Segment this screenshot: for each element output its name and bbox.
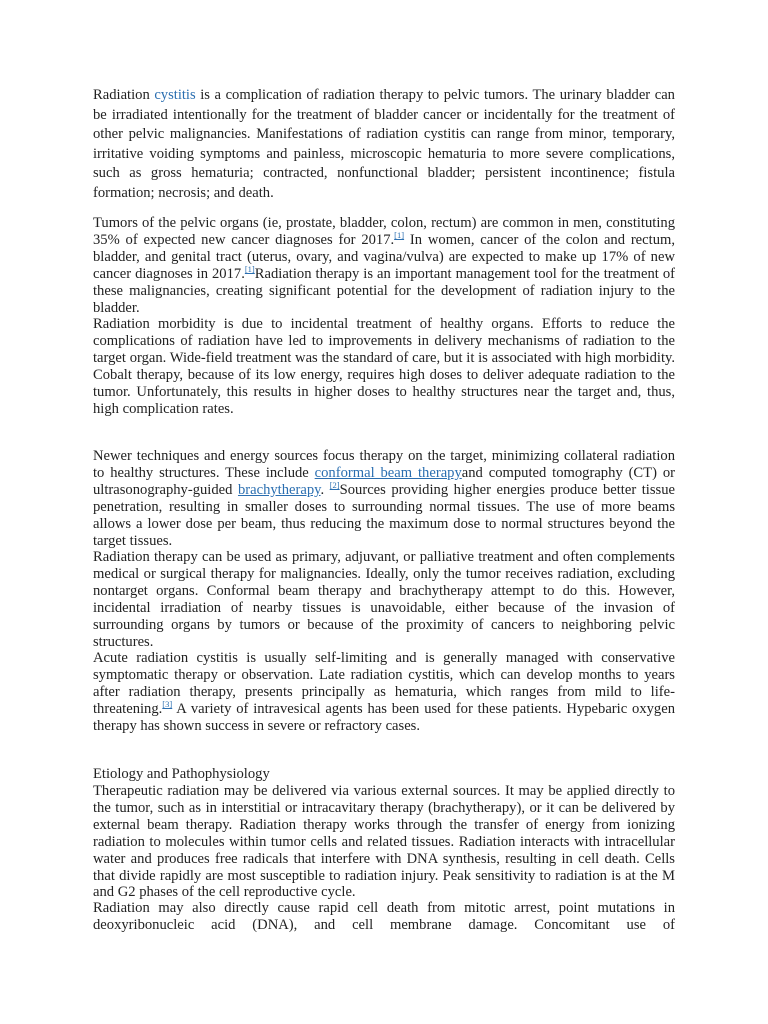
newer-techniques-paragraph bbox=[93, 448, 675, 549]
brachytherapy-link[interactable]: brachytherapy bbox=[237, 481, 321, 498]
pelvic-tumors-text-3: Radiation therapy is an important management tool for the treatment of these malignancies, creating significant potential for the development of radiation injury to the bladder. bbox=[93, 265, 675, 316]
newer-techniques-text-3: . bbox=[320, 481, 330, 498]
reference-1b-superscript bbox=[245, 264, 255, 274]
reference-3-link[interactable]: [3] bbox=[162, 698, 173, 709]
cystitis-link[interactable]: cystitis bbox=[154, 87, 196, 103]
acute-cystitis-text-2: A variety of intravesical agents has been used for these patients. Hypebaric oxygen therapy has shown success in severe or refractory cases. bbox=[93, 700, 675, 734]
acute-cystitis-paragraph bbox=[93, 650, 675, 735]
reference-2-link[interactable]: [2] bbox=[329, 479, 340, 490]
newer-techniques-text-2: and computed tomography (CT) or ultrasonography-guided bbox=[93, 464, 675, 498]
newer-techniques-text-1: Newer techniques and energy sources focus therapy on the target, minimizing collateral radiation to healthy structures. These include bbox=[93, 448, 675, 481]
pelvic-tumors-paragraph bbox=[93, 215, 675, 316]
reference-2-superscript bbox=[330, 480, 340, 490]
direct-damage-paragraph: Radiation may also directly cause rapid cell death from mitotic arrest, point mutations in deoxyribonucleic acid (DNA), and cell membrane damage. Concomitant use of bbox=[93, 900, 675, 933]
pelvic-tumors-text-2: In women, cancer of the colon and rectum, bladder, and genital tract (uterus, ovary, and vagina/vulva) are expected to make up 17% of new cancer diagnoses in 2017. bbox=[93, 231, 675, 282]
reference-3-superscript bbox=[162, 699, 172, 709]
pelvic-tumors-text-1: Tumors of the pelvic organs (ie, prostate, bladder, colon, rectum) are common in men, constituting 35% of expected new cancer diagnoses for 2017. bbox=[93, 215, 675, 248]
section-heading-etiology: Etiology and Pathophysiology bbox=[93, 766, 270, 782]
reference-1b-link[interactable]: [1] bbox=[244, 263, 255, 274]
intro-text-rest: is a complication of radiation therapy to pelvic tumors. The urinary bladder can be irradiated intentionally for the treatment of bladder cancer or incidentally for the treatment of other pelvic malignancies. Manifestations of radiation cystitis can range from minor, temporary, irritative voiding symptoms and painless, microscopic hematuria to more severe complications, such as gross hematuria; contracted, nonfunctional bladder; persistent incontinence; fistula formation; necrosis; and death. bbox=[93, 87, 675, 201]
intro-text-start: Radiation bbox=[93, 87, 155, 103]
conformal-beam-therapy-link[interactable]: conformal beam therapy bbox=[314, 464, 462, 481]
reference-1-superscript bbox=[394, 230, 404, 240]
radiation-therapy-uses-paragraph: Radiation therapy can be used as primary, adjuvant, or palliative treatment and often complements medical or surgical therapy for malignancies. Ideally, only the tumor receives radiation, excluding nontarget organs. Conformal beam therapy and brachytherapy attempt to do this. However, incidental irradiation of nearby tissues is unavoidable, either because of the invasion of surrounding organs by tumors or because of the proximity of cancers to neighboring pelvic structures. bbox=[93, 549, 675, 650]
etiology-paragraph: Therapeutic radiation may be delivered via various external sources. It may be applied directly to the tumor, such as in interstitial or intracavitary therapy (brachytherapy), or it can be delivered by external beam therapy. Radiation therapy works through the transfer of energy from ionizing radiation to molecules within tumor cells and related tissues. Radiation interacts with intracellular water and produces free radicals that interfere with DNA synthesis, resulting in cell death. Cells that divide rapidly are most susceptible to radiation injury. Peak sensitivity to radiation is at the M and G2 phases of the cell reproductive cycle. bbox=[93, 783, 675, 901]
reference-1-link[interactable]: [1] bbox=[394, 229, 405, 240]
intro-paragraph bbox=[93, 86, 675, 203]
radiation-morbidity-paragraph: Radiation morbidity is due to incidental treatment of healthy organs. Efforts to reduce the complications of radiation have led to improvements in delivery mechanisms of radiation to the target organ. Wide-field treatment was the standard of care, but it is associated with high morbidity. Cobalt therapy, because of its low energy, requires high doses to deliver adequate radiation to the tumor. Unfortunately, this results in higher doses to healthy structures near the target and, thus, high complication rates. bbox=[93, 316, 675, 417]
newer-techniques-text-4: Sources providing higher energies produce better tissue penetration, resulting in smaller doses to surrounding normal tissues. The use of more beams allows a lower dose per beam, thus reducing the maximum dose to normal structures beyond the target tissues. bbox=[93, 481, 675, 549]
acute-cystitis-text-1: Acute radiation cystitis is usually self-limiting and is generally managed with conservative symptomatic therapy or observation. Late radiation cystitis, which can develop months to years after radiation therapy, presents principally as hematuria, which ranges from mild to life-threatening. bbox=[93, 650, 675, 717]
